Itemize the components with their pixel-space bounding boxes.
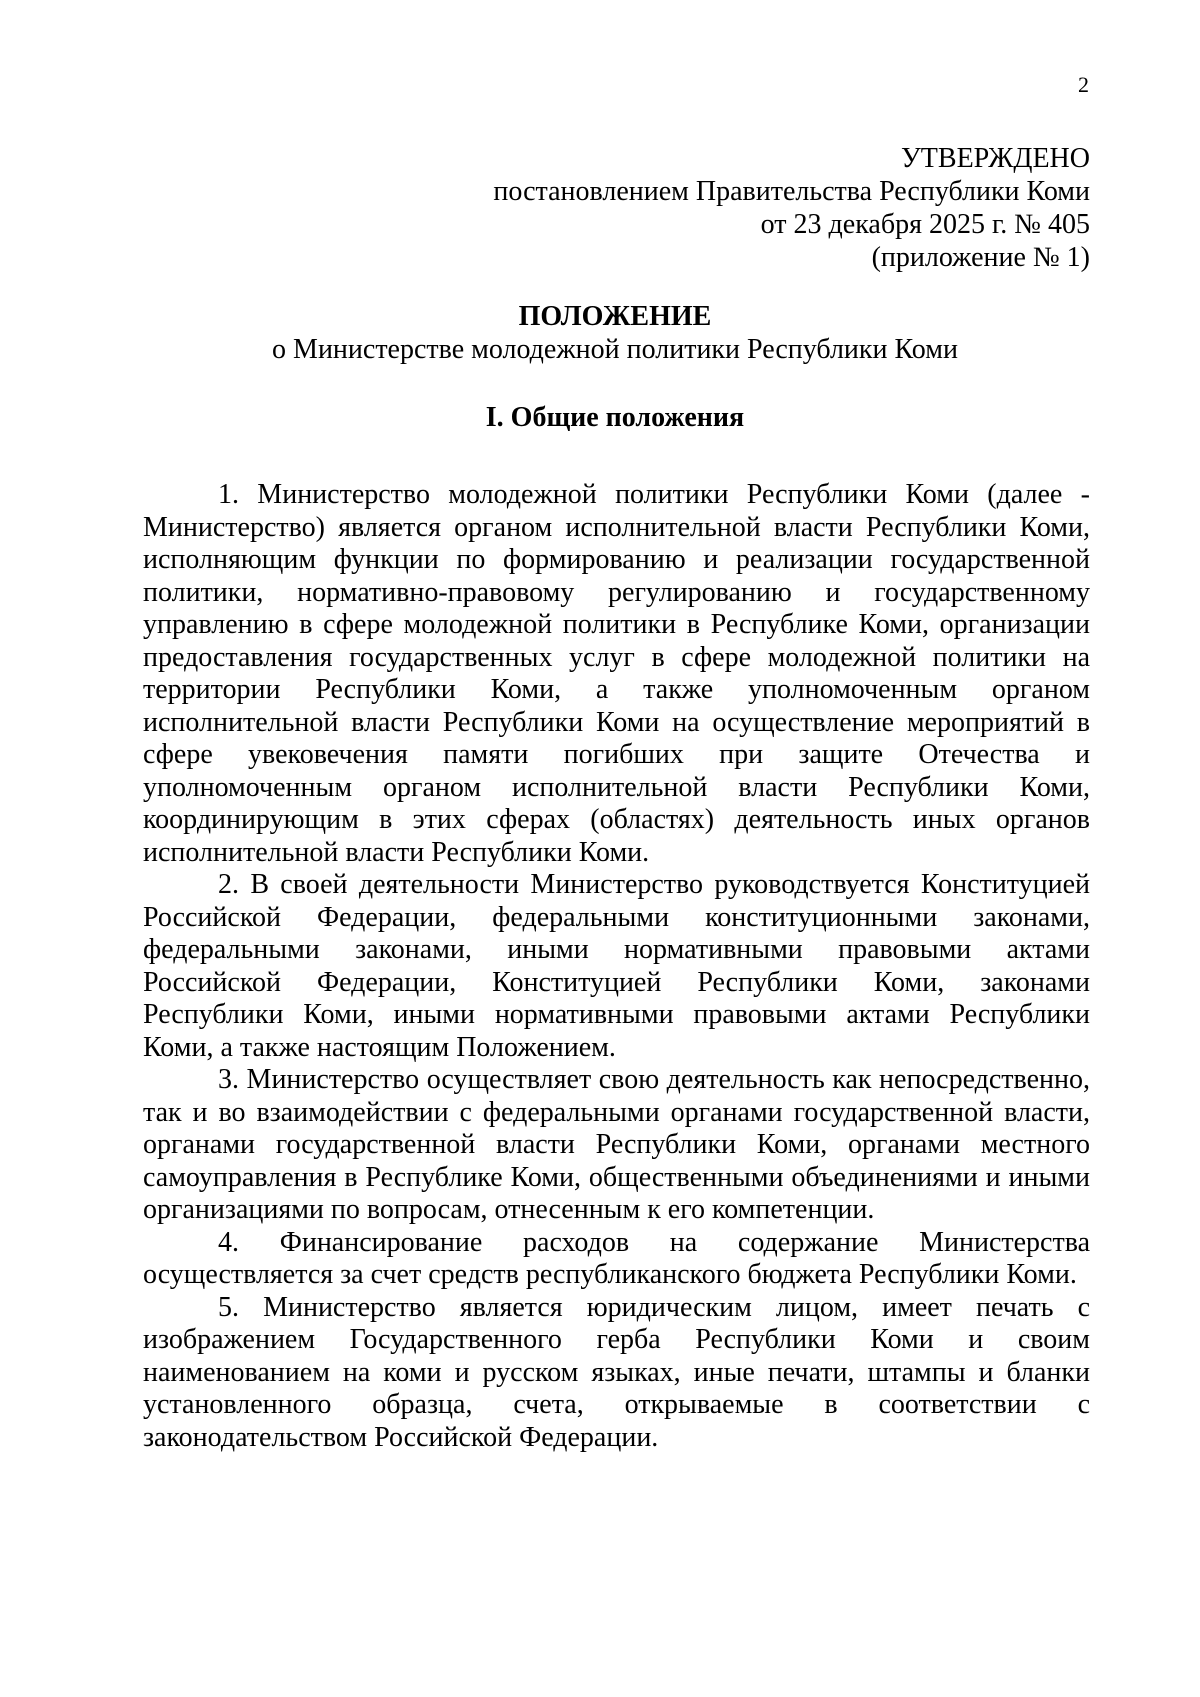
paragraph: 3. Министерство осуществляет свою деятельность как непосредственно, так и во взаимодействии с федеральными органами государственной власти, органами государственной власти Республики Коми, органами местного самоуправления в Республике Коми, общественными объединениями и иными организациями по вопросам, отнесенным к его компетенции. (143, 1064, 1090, 1225)
approval-line: УТВЕРЖДЕНО (900, 143, 1090, 174)
document-subtitle: о Министерстве молодежной политики Республики Коми (272, 334, 958, 365)
document-title: ПОЛОЖЕНИЕ (518, 301, 712, 332)
approval-line: постановлением Правительства Республики Коми (493, 176, 1090, 207)
paragraph: 5. Министерство является юридическим лицом, имеет печать с изображением Государственного герба Республики Коми и своим наименованием на коми и русском языках, иные печати, штампы и бланки установленного образца, счета, открываемые в соответствии с законодательством Российской Федерации. (143, 1291, 1090, 1453)
approval-line: от 23 декабря 2025 г. № 405 (760, 209, 1090, 240)
approval-line: (приложение № 1) (871, 242, 1090, 273)
section-heading: I. Общие положения (485, 402, 745, 433)
approval-stamp (390, 142, 1090, 274)
paragraph: 2. В своей деятельности Министерство руководствуется Конституцией Российской Федерации, федеральными конституционными законами, федеральными законами, иными нормативными правовыми актами Российской Федерации, Конституцией Республики Коми, законами Республики Коми, иными нормативными правовыми актами Республики Коми, а также настоящим Положением. (143, 869, 1090, 1063)
page-number: 2 (1078, 72, 1089, 97)
document-title-block (140, 300, 1090, 366)
paragraph: 4. Финансирование расходов на содержание Министерства осуществляется за счет средств республиканского бюджета Республики Коми. (143, 1226, 1090, 1290)
paragraph: 1. Министерство молодежной политики Республики Коми (далее - Министерство) является органом исполнительной власти Республики Коми, исполняющим функции по формированию и реализации государственной политики, нормативно-правовому регулированию и государственному управлению в сфере молодежной политики в Республике Коми, организации предоставления государственных услуг в сфере молодежной политики на территории Республики Коми, а также уполномоченным органом исполнительной власти Республики Коми на осуществление мероприятий в сфере увековечения памяти погибших при защите Отечества и уполномоченным органом исполнительной власти Республики Коми, координирующим в этих сферах (областях) деятельность иных органов исполнительной власти Республики Коми. (143, 479, 1090, 868)
document-body (143, 479, 1090, 1454)
